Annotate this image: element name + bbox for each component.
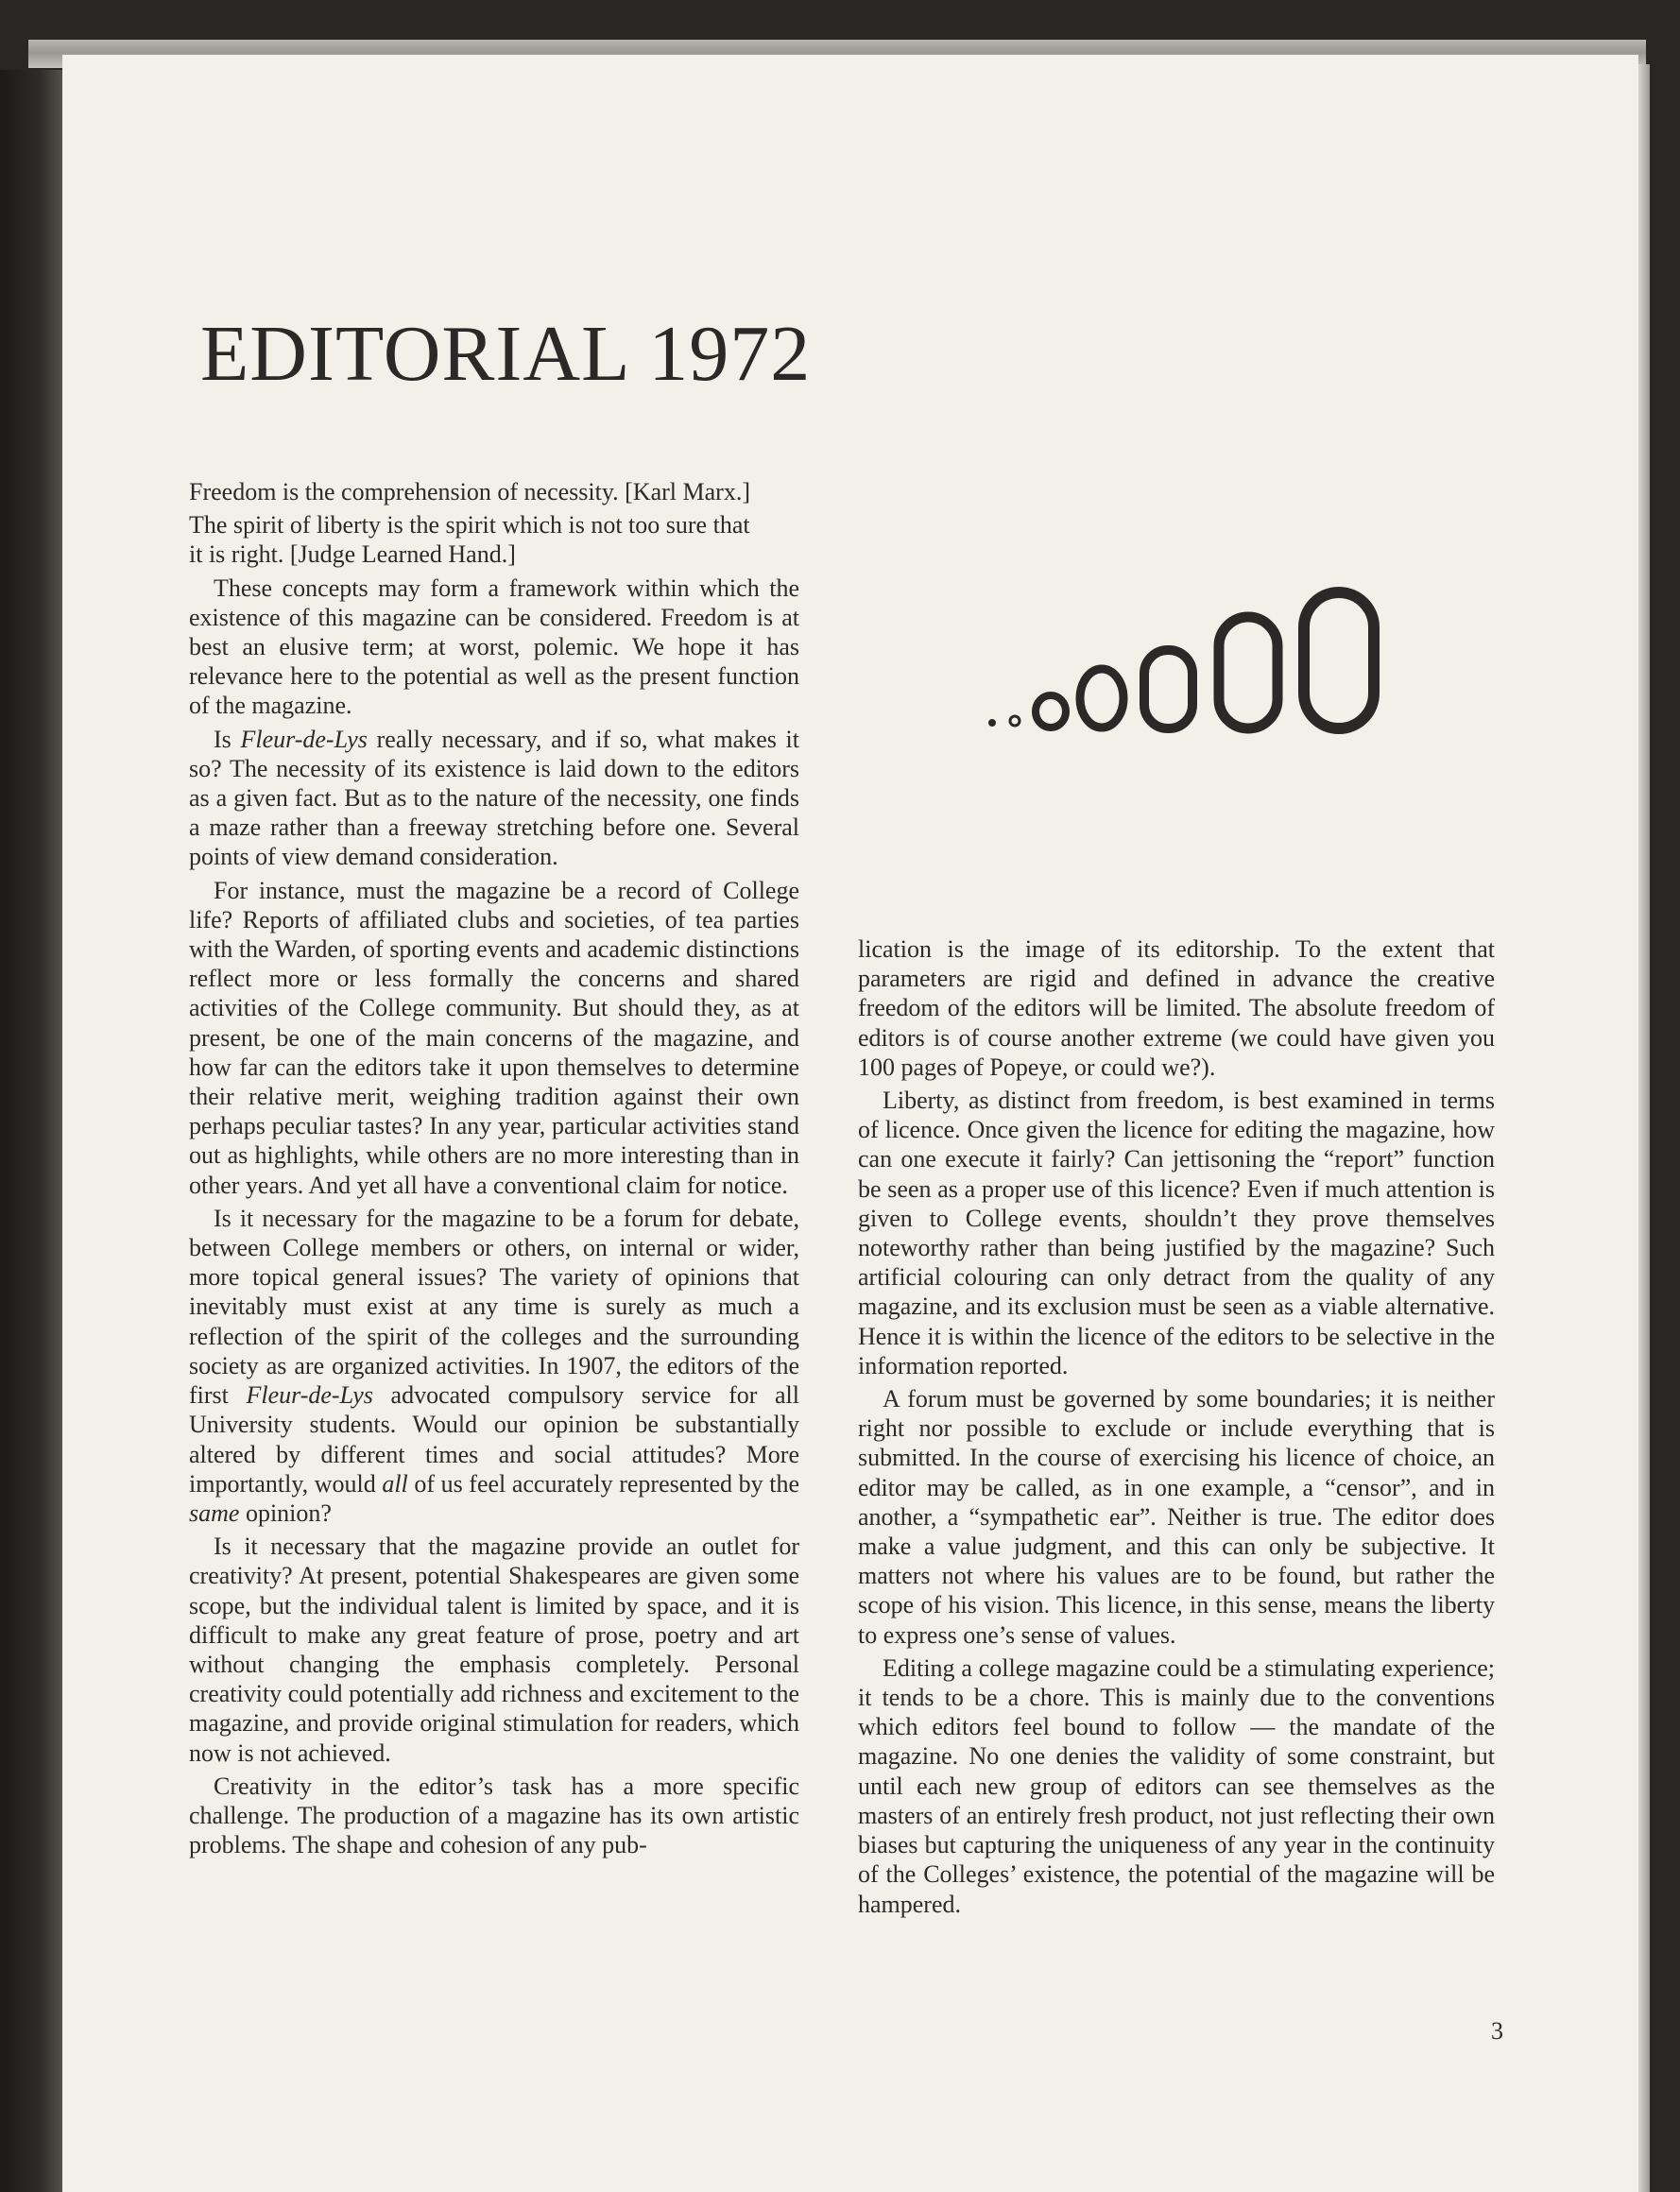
logo-o-small <box>1036 695 1066 728</box>
right-paragraph-4: Editing a college magazine could be a stimulating experience; it tends to be a chore. This is mainly due to the conventions which editors feel bound to follow — the mandate of the magazine. No one denies the validity of some constraint, but until each new group of editors can see themselves as the masters of an entirely fresh product, not just reflecting their own biases but capturing the uniqueness of any year in the continuity of the Colleges’ existence, the potential of the magazine will be hampered. <box>858 1653 1495 1918</box>
logo-o-xlarge <box>1219 617 1277 728</box>
right-paragraph-1: lication is the image of its editorship. To the extent that parameters are rigid and defined in advance the creative freedom of the editors will be limited. The absolute freedom of editors is of course another extreme (we could have given you 100 pages of Popeye, or could we?). <box>858 935 1495 1081</box>
page-title: EDITORIAL 1972 <box>200 310 812 398</box>
logo-o-large <box>1144 650 1192 728</box>
left-paragraph-8: Creativity in the editor’s task has a more specific challenge. The production of a magazine has its own artistic problems. The shape and cohesion of any pub- <box>189 1772 799 1859</box>
left-paragraph-3: These concepts may form a framework within which the existence of this magazine can be considered. Freedom is at best an elusive term; at worst, polemic. We hope it has relevance here to the potential as well as the present function of the magazine. <box>189 574 799 720</box>
left-paragraph-2: The spirit of liberty is the spirit which is not too sure that it is right. [Judge Learned Hand.] <box>189 511 750 569</box>
right-paragraph-3: A forum must be governed by some boundaries; it is neither right nor possible to exclude or include everything that is submitted. In the course of exercising his licence of choice, an editor may be called, as in one example, a “censor”, and in another, a “sympathetic ear”. Neither is true. The editor does make a value judgment, and this can only be subjective. It matters not where his values are to be found, but rather the scope of his vision. This licence, in this sense, means the liberty to express one’s sense of values. <box>858 1385 1495 1649</box>
right-paragraph-2: Liberty, as distinct from freedom, is best examined in terms of licence. Once given the licence for editing the magazine, how can one execute it fairly? Can jettisoning the “report” function be seen as a proper use of this licence? Even if much attention is given to College events, shouldn’t they prove themselves noteworthy rather than being justified by the magazine? Such artificial colouring can only detract from the quality of any magazine, and its exclusion must be seen as a viable alternative. Hence it is within the licence of the editors to be selective in the information reported. <box>858 1087 1495 1379</box>
page-number: 3 <box>1491 2017 1503 2045</box>
logo-o-medium <box>1080 669 1123 728</box>
italic-title: same <box>189 1498 240 1527</box>
left-paragraph-4: Is Fleur-de-Lys really necessary, and if so, what makes it so? The necessity of its existence is laid down to the editors as a given fact. But as to the nature of the necessity, one finds a maze rather than a freeway stretching before one. Several points of view demand consideration. <box>189 725 799 871</box>
italic-title: all <box>382 1469 408 1498</box>
ooOOO-logo <box>983 581 1389 740</box>
logo-dot-1 <box>988 719 996 727</box>
left-paragraph-5: For instance, must the magazine be a record of College life? Reports of affiliated clubs and societies, of tea parties with the Warden, of sporting events and academic distinctions reflect more or less formally the concerns and shared activities of the College community. But should they, as at present, be one of the main concerns of the magazine, and how far can the editors take it upon themselves to determine their relative merit, weighing tradition against their own perhaps peculiar tastes? In any year, particular activities stand out as highlights, while others are no more interesting than in other years. And yet all have a conventional claim for notice. <box>189 876 799 1199</box>
page-stack-right-edge <box>1638 64 1650 2192</box>
book-spine-shadow <box>0 70 66 2192</box>
left-text-column <box>189 477 799 1863</box>
logo-dot-2 <box>1010 716 1020 726</box>
italic-title: Fleur-de-Lys <box>246 1381 373 1410</box>
left-paragraph-7: Is it necessary that the magazine provide an outlet for creativity? At present, potential Shakespeares are given some scope, but the individual talent is limited by space, and it is difficult to make any great feature of prose, poetry and art without changing the emphasis completely. Personal creativity could potentially add richness and excitement to the magazine, and provide original stimulation for readers, which now is not achieved. <box>189 1533 799 1767</box>
left-paragraph-1: Freedom is the comprehension of necessity. [Karl Marx.] <box>189 478 750 505</box>
right-text-column <box>858 934 1495 1923</box>
italic-title: Fleur-de-Lys <box>240 725 368 753</box>
left-paragraph-6: Is it necessary for the magazine to be a forum for debate, between College members or others, on internal or wider, more topical general issues? The variety of opinions that inevitably must exist at any time is surely as much a reflection of the spirit of the colleges and the surrounding society as are organized activities. In 1907, the editors of the first Fleur-de-Lys advocated compulsory service for all University students. Would our opinion be substantially altered by different times and social attitudes? More importantly, would all of us feel accurately represented by the same opinion? <box>189 1204 799 1527</box>
logo-o-xxlarge <box>1304 592 1374 728</box>
